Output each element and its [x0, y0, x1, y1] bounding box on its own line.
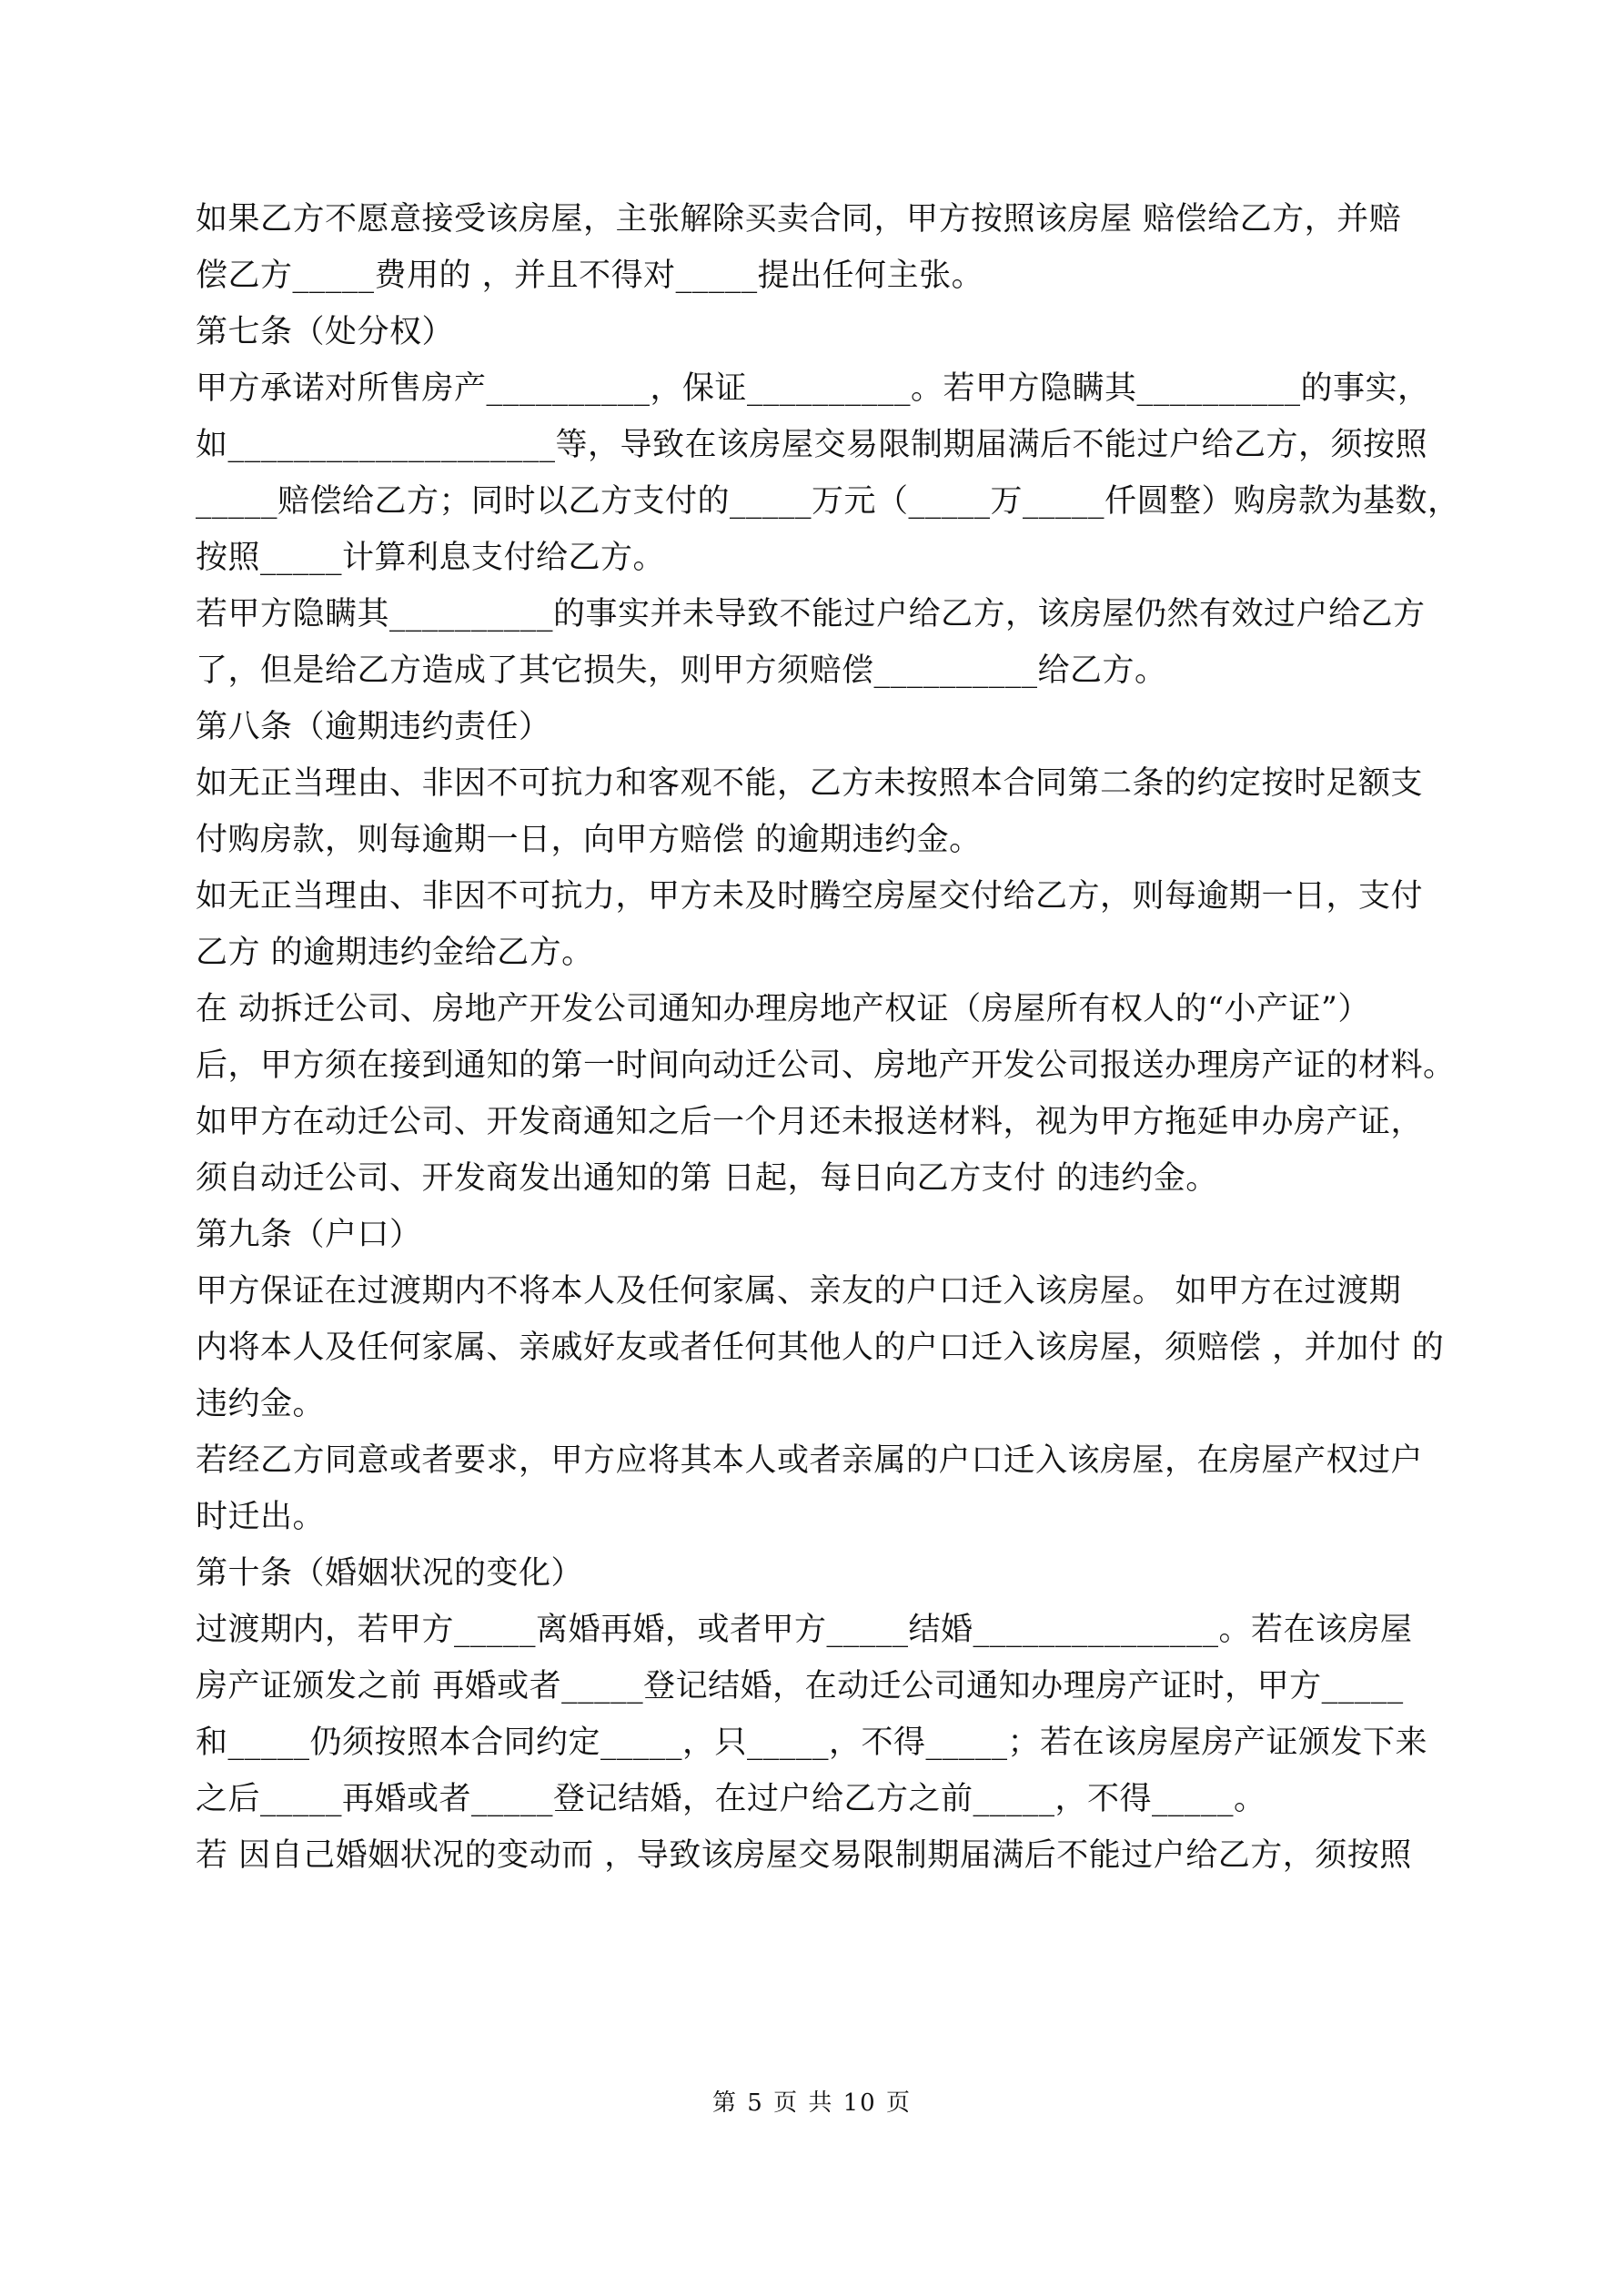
text-line: 若甲方隐瞒其__________的事实并未导致不能过户给乙方，该房屋仍然有效过户给乙方 — [196, 596, 1426, 632]
text-line: 了，但是给乙方造成了其它损失，则甲方须赔偿__________给乙方。 — [196, 652, 1167, 689]
text-line: 如无正当理由、非因不可抗力和客观不能，乙方未按照本合同第二条的约定按时足额支 — [196, 765, 1424, 802]
text-line: 若经乙方同意或者要求，甲方应将其本人或者亲属的户口迁入该房屋，在房屋产权过户 — [196, 1442, 1424, 1479]
page-footer: 第 5 页 共 10 页 — [712, 2089, 912, 2117]
text-line: 如____________________等，导致在该房屋交易限制期届满后不能过户给乙方，须按照 — [196, 427, 1428, 463]
text-line: 如无正当理由、非因不可抗力，甲方未及时腾空房屋交付给乙方，则每逾期一日，支付 — [196, 878, 1424, 915]
text-line: 时迁出。 — [196, 1499, 326, 1535]
text-line: 按照_____计算利息支付给乙方。 — [196, 540, 666, 576]
text-line: 第七条（处分权） — [196, 314, 455, 350]
text-line: 付购房款，则每逾期一日，向甲方赔偿 的逾期违约金。 — [196, 822, 982, 858]
text-line: 和_____仍须按照本合同约定_____，只_____，不得_____；若在该房屋房产证颁发下来 — [196, 1725, 1428, 1761]
text-line: 之后_____再婚或者_____登记结婚，在过户给乙方之前_____，不得_____。 — [196, 1781, 1266, 1817]
text-line: 甲方承诺对所售房产__________，保证__________。若甲方隐瞒其__________的事实， — [196, 370, 1430, 407]
document-body — [196, 191, 1460, 1884]
text-line: 甲方保证在过渡期内不将本人及任何家属、亲友的户口迁入该房屋。 如甲方在过渡期 — [196, 1273, 1402, 1310]
text-line: 若 因自己婚姻状况的变动而 ，导致该房屋交易限制期届满后不能过户给乙方，须按照 — [196, 1837, 1412, 1874]
text-line: 过渡期内，若甲方_____离婚再婚，或者甲方_____结婚_______________。若在该房屋 — [196, 1612, 1413, 1648]
text-line: 如果乙方不愿意接受该房屋，主张解除买卖合同，甲方按照该房屋 赔偿给乙方，并赔 — [196, 201, 1402, 238]
text-line: 第九条（户口） — [196, 1217, 422, 1253]
text-line: 第十条（婚姻状况的变化） — [196, 1555, 584, 1592]
text-line: 须自动迁公司、开发商发出通知的第 日起，每日向乙方支付 的违约金。 — [196, 1160, 1218, 1197]
text-line: 乙方 的逾期违约金给乙方。 — [196, 935, 594, 971]
text-line: 房产证颁发之前 再婚或者_____登记结婚，在动迁公司通知办理房产证时，甲方_____ — [196, 1668, 1404, 1704]
text-line: 在 动拆迁公司、房地产开发公司通知办理房地产权证（房屋所有权人的“小产证”） — [196, 991, 1370, 1027]
text-line: 后，甲方须在接到通知的第一时间向动迁公司、房地产开发公司报送办理房产证的材料。 — [196, 1047, 1456, 1084]
text-line: 偿乙方_____费用的 ，并且不得对_____提出任何主张。 — [196, 258, 984, 294]
text-line: 第八条（逾期违约责任） — [196, 709, 551, 745]
text-line: _____赔偿给乙方；同时以乙方支付的_____万元（_____万_____仟圆整）购房款为基数， — [196, 483, 1460, 520]
text-line: 如甲方在动迁公司、开发商通知之后一个月还未报送材料，视为甲方拖延申办房产证， — [196, 1104, 1424, 1140]
text-line: 内将本人及任何家属、亲戚好友或者任何其他人的户口迁入该房屋，须赔偿 ，并加付 的 — [196, 1330, 1445, 1366]
text-line: 违约金。 — [196, 1386, 326, 1422]
